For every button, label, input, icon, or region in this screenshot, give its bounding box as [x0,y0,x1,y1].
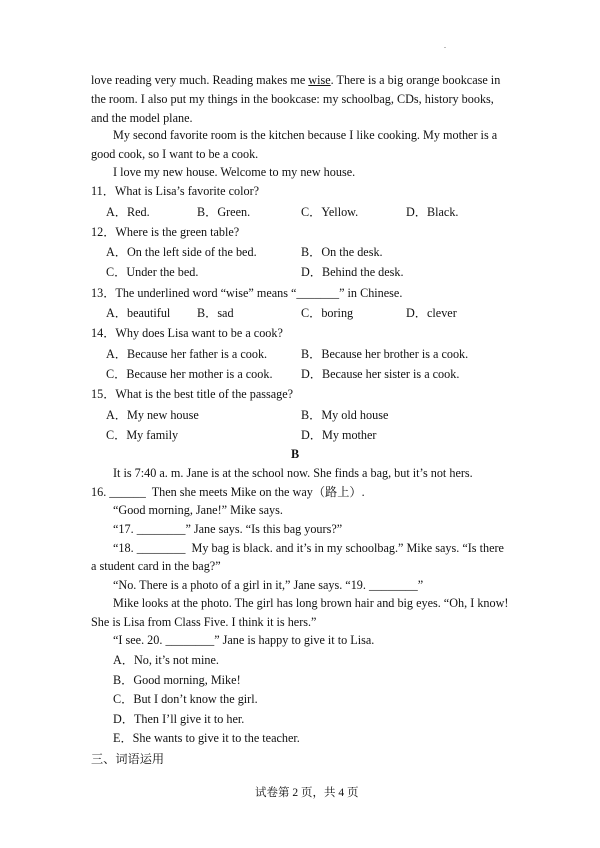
passage-line [91,73,500,87]
option-d: D．Because her sister is a cook. [301,367,460,381]
option-c: C．boring [301,306,354,320]
option-a: A．beautiful [106,306,171,320]
option-d: D．clever [406,306,457,320]
choice-e: E．She wants to give it to the teacher. [113,731,300,745]
option-b: B．On the desk. [301,245,383,259]
question-stem: 11．What is Lisa’s favorite color? [91,184,260,198]
page-footer: 试卷第 2 页，共 4 页 [255,787,359,799]
scan-mark [444,47,446,48]
section-three-heading: 三、词语运用 [91,752,165,766]
option-c: C．Because her mother is a cook. [106,367,273,381]
passage-line: Mike looks at the photo. The girl has long brown hair and big eyes. “Oh, I know! [113,596,509,610]
passage-line: “18. ________ My bag is black. and it’s in my schoolbag.” Mike says. “Is there [113,541,504,555]
choice-d: D．Then I’ll give it to her. [113,712,245,726]
underlined-word: wise [308,73,331,87]
passage-line: 16. ______ Then she meets Mike on the way（路上）. [91,485,365,499]
option-d: D．My mother [301,428,377,442]
option-a: A．Red. [106,205,150,219]
passage-line: I love my new house. Welcome to my new house. [113,165,356,179]
passage-line: the room. I also put my things in the bookcase: my schoolbag, CDs, history books, [91,92,494,106]
option-a: A．On the left side of the bed. [106,245,257,259]
option-b: B．Because her brother is a cook. [301,347,469,361]
option-d: D．Behind the desk. [301,265,404,279]
passage-line: “I see. 20. ________” Jane is happy to give it to Lisa. [113,633,375,647]
option-a: A．Because her father is a cook. [106,347,268,361]
passage-line: and the model plane. [91,111,193,125]
choice-b: B．Good morning, Mike! [113,673,241,687]
option-b: B．sad [197,306,234,320]
passage-line: She is Lisa from Class Five. I think it is hers.” [91,615,317,629]
option-b: B．Green. [197,205,251,219]
question-stem: 13．The underlined word “wise” means “_______” in Chinese. [91,286,403,300]
choice-a: A．No, it’s not mine. [113,653,219,667]
option-c: C．My family [106,428,179,442]
option-c: C．Under the bed. [106,265,199,279]
option-d: D．Black. [406,205,459,219]
option-b: B．My old house [301,408,389,422]
passage-line: good cook, so I want to be a cook. [91,147,259,161]
passage-line: It is 7:40 a. m. Jane is at the school now. She finds a bag, but it’s not hers. [113,466,473,480]
passage-text: love reading very much. Reading makes me [91,73,309,87]
passage-text: . There is a big orange bookcase in [330,73,501,87]
question-stem: 14．Why does Lisa want to be a cook? [91,326,283,340]
question-stem: 15．What is the best title of the passage? [91,387,294,401]
passage-line: “No. There is a photo of a girl in it,” Jane says. “19. ________” [113,578,424,592]
passage-line: “Good morning, Jane!” Mike says. [113,503,283,517]
choice-c: C．But I don’t know the girl. [113,692,258,706]
option-c: C．Yellow. [301,205,359,219]
section-b-heading: B [291,447,300,461]
passage-line: My second favorite room is the kitchen because I like cooking. My mother is a [113,128,498,142]
option-a: A．My new house [106,408,199,422]
question-stem: 12．Where is the green table? [91,225,240,239]
passage-line: a student card in the bag?” [91,559,221,573]
passage-line: “17. ________” Jane says. “Is this bag yours?” [113,522,343,536]
